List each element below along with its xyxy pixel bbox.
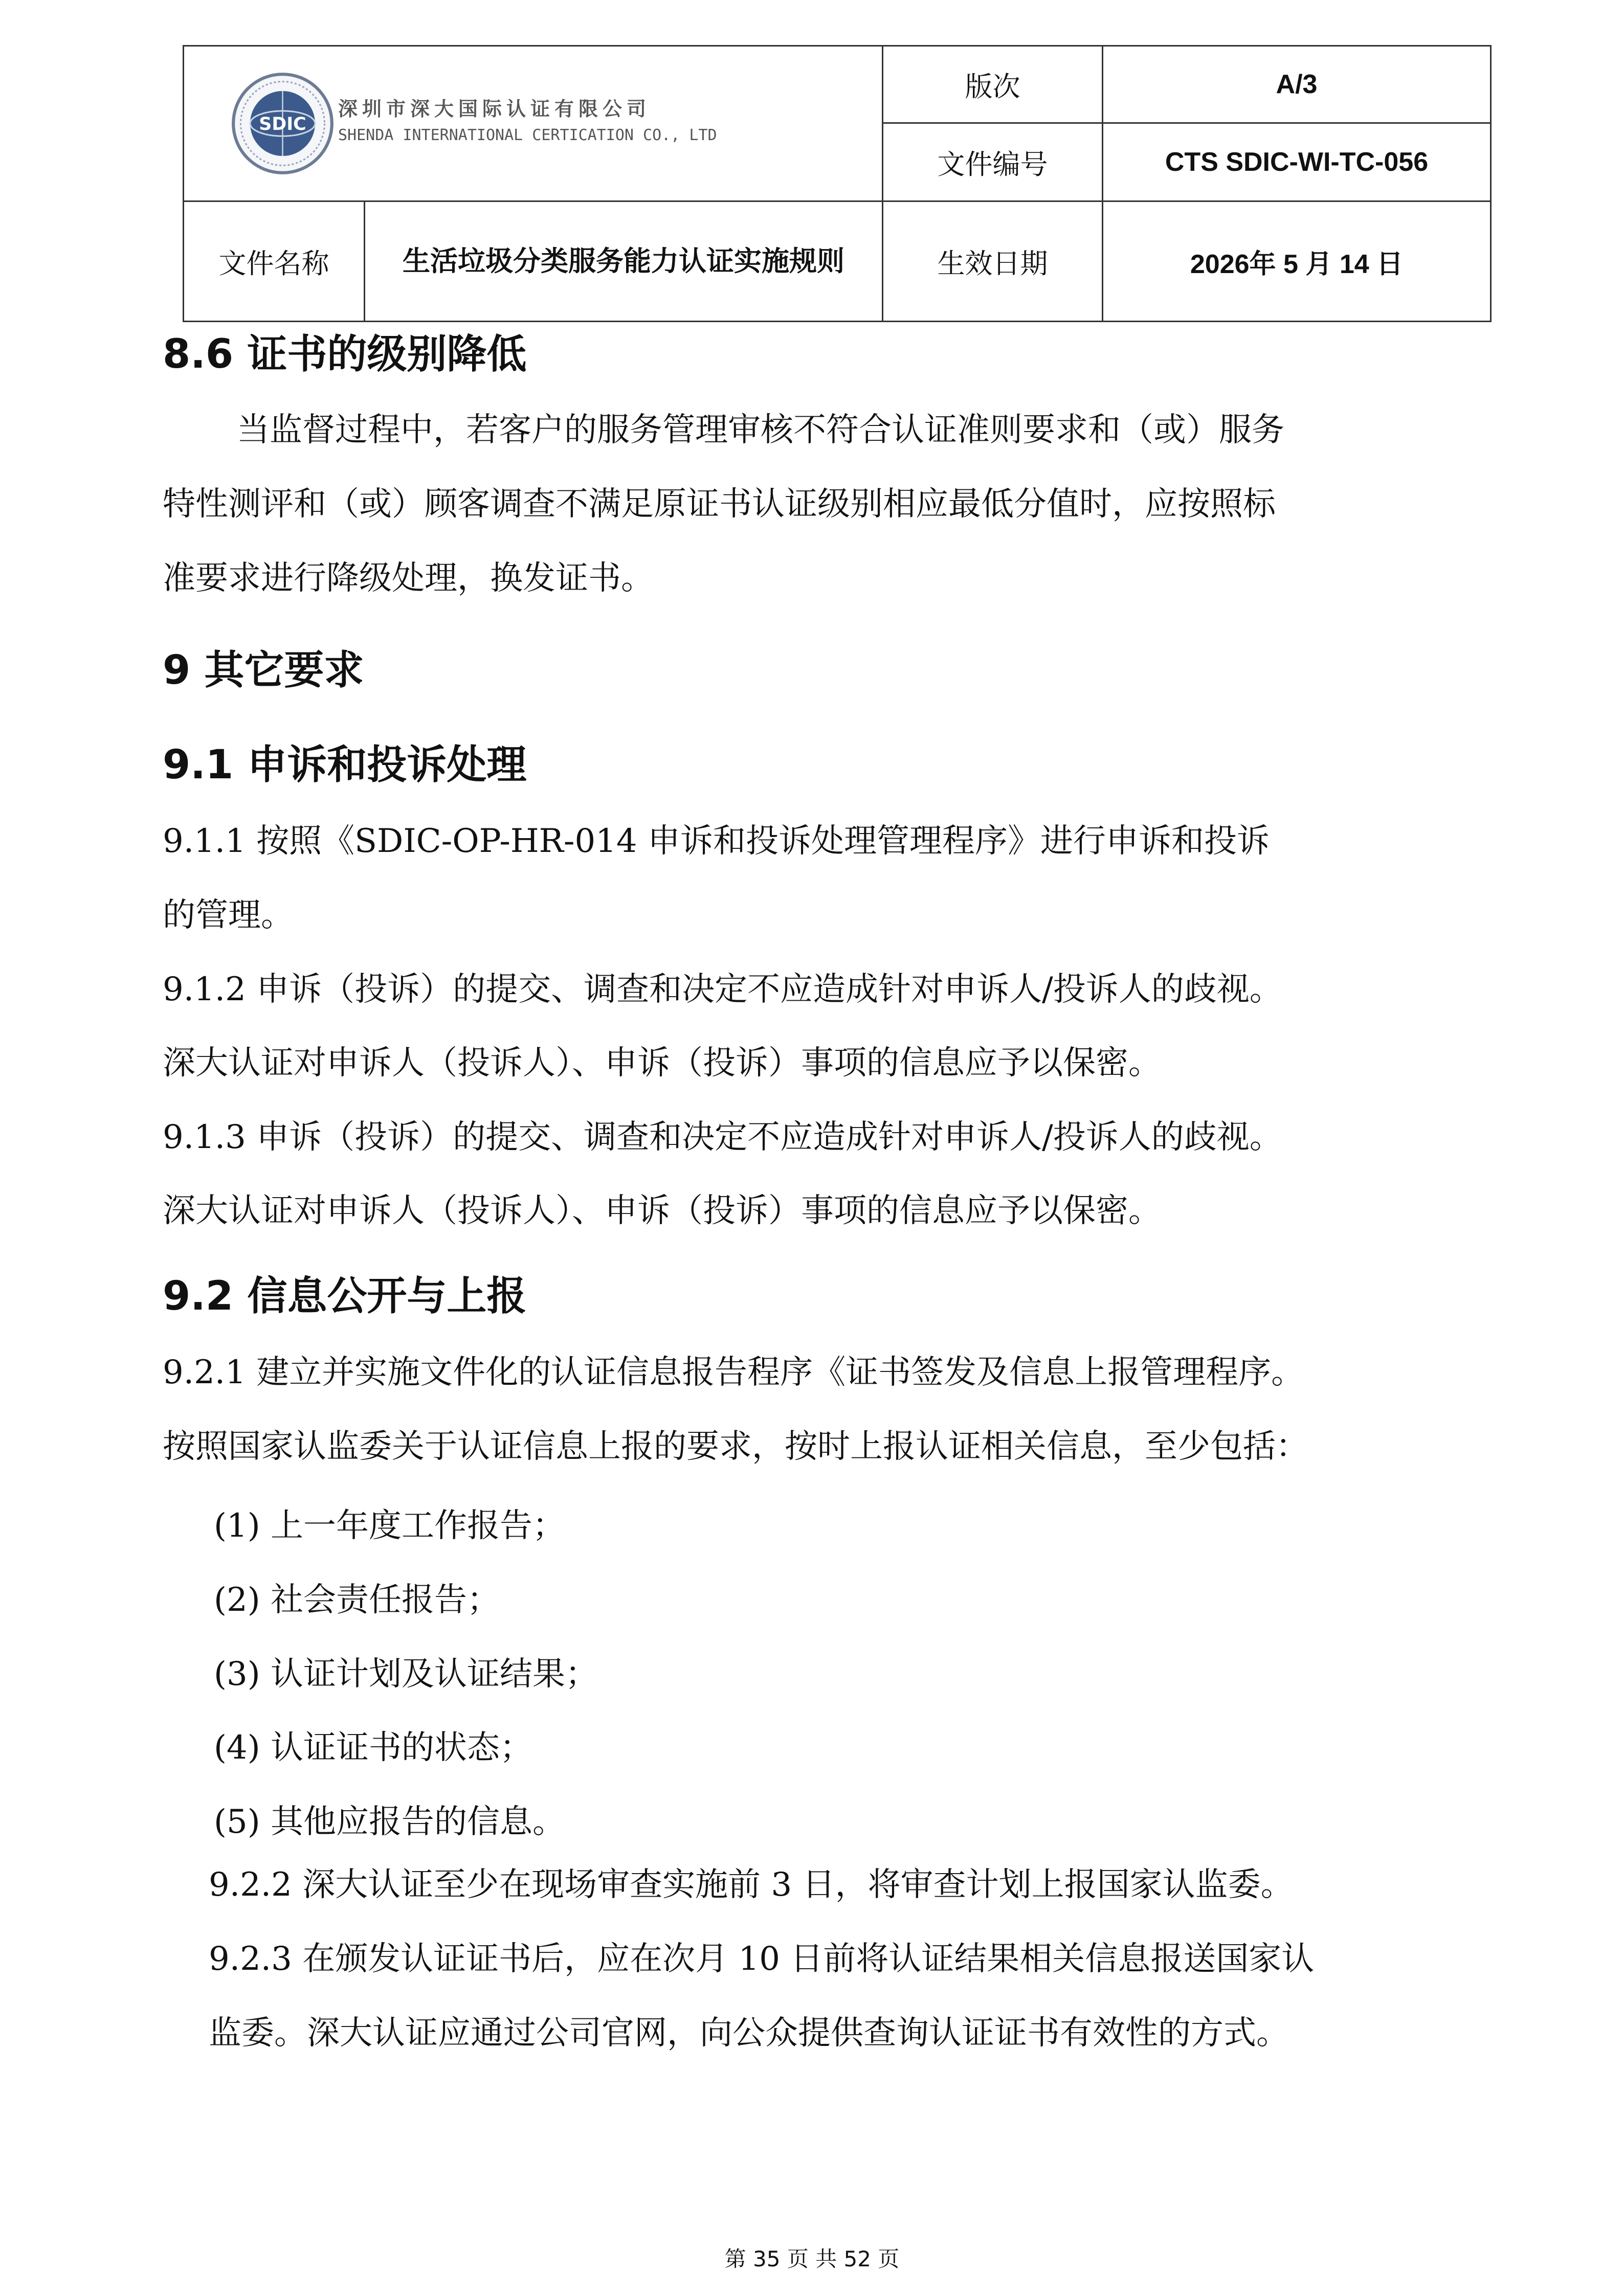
doc-number-value: CTS SDIC-WI-TC-056 — [1103, 123, 1491, 201]
document-header-table — [183, 45, 1492, 322]
section-8-6-paragraph-line-1: 当监督过程中，若客户的服务管理审核不符合认证准则要求和（或）服务 — [237, 411, 1284, 449]
report-item-2: (2) 社会责任报告； — [214, 1581, 500, 1619]
clause-9-2-2-line-1: 9.2.2 深大认证至少在现场审查实施前 3 日，将审查计划上报国家认监委。 — [209, 1866, 1294, 1904]
version-value: A/3 — [1103, 46, 1491, 123]
company-name-cn: 深圳市深大国际认证有限公司 — [338, 97, 651, 120]
company-logo-cell — [184, 46, 883, 201]
clause-9-1-1-line-2: 的管理。 — [163, 896, 294, 934]
clause-9-1-3-line-2: 深大认证对申诉人（投诉人）、申诉（投诉）事项的信息应予以保密。 — [163, 1192, 1161, 1230]
file-name-value: 生活垃圾分类服务能力认证实施规则 — [365, 201, 883, 322]
company-seal-icon — [230, 71, 335, 176]
section-8-6-paragraph-line-2: 特性测评和（或）顾客调查不满足原证书认证级别相应最低分值时，应按照标 — [163, 485, 1276, 523]
seal-text: SDIC — [259, 114, 306, 134]
clause-9-1-3-line-1: 9.1.3 申诉（投诉）的提交、调查和决定不应造成针对申诉人/投诉人的歧视。 — [163, 1118, 1282, 1156]
report-item-4: (4) 认证证书的状态； — [214, 1729, 532, 1767]
clause-9-2-3-line-1: 9.2.3 在颁发认证证书后，应在次月 10 日前将认证结果相关信息报送国家认 — [209, 1940, 1315, 1978]
page-number-footer: 第 35 页 共 52 页 — [724, 2246, 900, 2271]
clause-9-1-2-line-1: 9.1.2 申诉（投诉）的提交、调查和决定不应造成针对申诉人/投诉人的歧视。 — [163, 971, 1282, 1008]
clause-9-1-2-line-2: 深大认证对申诉人（投诉人）、申诉（投诉）事项的信息应予以保密。 — [163, 1044, 1161, 1082]
section-9-2-heading: 9.2 信息公开与上报 — [163, 1273, 527, 1319]
section-8-6-paragraph-line-3: 准要求进行降级处理，换发证书。 — [163, 559, 654, 597]
report-item-1: (1) 上一年度工作报告； — [214, 1507, 565, 1545]
section-9-1-heading: 9.1 申诉和投诉处理 — [163, 742, 527, 788]
clause-9-2-3-line-2: 监委。深大认证应通过公司官网，向公众提供查询认证证书有效性的方式。 — [209, 2014, 1289, 2052]
effective-date-label: 生效日期 — [883, 201, 1103, 322]
clause-9-2-1-line-1: 9.2.1 建立并实施文件化的认证信息报告程序《证书签发及信息上报管理程序。 — [163, 1354, 1304, 1391]
version-label: 版次 — [883, 46, 1103, 123]
effective-date-value: 2026年 5 月 14 日 — [1103, 201, 1491, 322]
clause-9-1-1-line-1: 9.1.1 按照《SDIC-OP-HR-014 申诉和投诉处理管理程序》进行申诉和投诉 — [163, 822, 1270, 860]
file-name-label: 文件名称 — [184, 201, 365, 322]
section-9-heading: 9 其它要求 — [163, 647, 364, 693]
doc-number-label: 文件编号 — [883, 123, 1103, 201]
clause-9-2-1-line-2: 按照国家认监委关于认证信息上报的要求，按时上报认证相关信息，至少包括： — [163, 1428, 1308, 1466]
report-item-3: (3) 认证计划及认证结果； — [214, 1655, 598, 1693]
section-8-6-heading: 8.6 证书的级别降低 — [163, 331, 527, 377]
report-item-5: (5) 其他应报告的信息。 — [214, 1803, 565, 1841]
company-name-en: SHENDA INTERNATIONAL CERTICATION CO., LTD — [338, 126, 717, 144]
